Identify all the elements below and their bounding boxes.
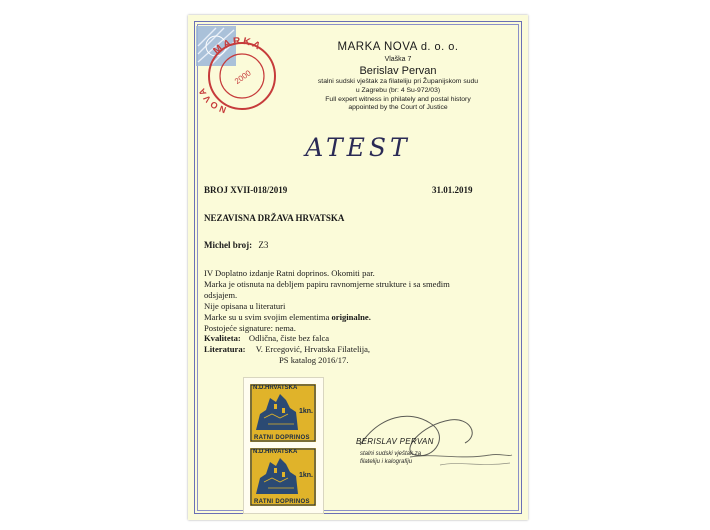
body-line-6: Postojeće signature: nema.	[204, 322, 296, 333]
expert-name: Berislav Pervan	[359, 65, 437, 78]
credential-line-1: stalni sudski vještak za filateliju pri Županijskom sudu	[317, 77, 479, 85]
originality-verdict: originalne.	[331, 311, 371, 322]
literature-value-1: V. Ercegović, Hrvatska Filatelija,	[255, 344, 371, 355]
seal-year: 2000	[232, 68, 253, 87]
quality-value: Odlična, čiste bez falca	[248, 333, 330, 344]
document-title: ATEST	[305, 133, 411, 162]
body-line-4: Nije opisana u literaturi	[204, 300, 286, 311]
michel-value: Z3	[258, 240, 269, 250]
signature-name: BERISLAV PERVAN	[356, 437, 434, 446]
credential-line-4: appointed by the Court of Justice	[348, 104, 448, 112]
certificate-number: BROJ XVII-018/2019	[204, 185, 288, 195]
literature-label: Literatura:	[204, 344, 246, 355]
credential-line-2: u Zagrebu (br: 4 Su-972/03)	[355, 86, 441, 94]
company-name	[280, 41, 516, 54]
stamp-lower-caption: RATNI DOPRINOS	[254, 499, 310, 505]
certificate-date: 31.01.2019	[432, 185, 473, 195]
seal-top-text: MARKA	[211, 35, 264, 57]
stamp-upper	[250, 384, 316, 442]
body-line-3: odsjajem.	[204, 289, 238, 300]
stamp-lower-value: 1kn.	[298, 472, 313, 479]
stamp-upper-country: N.D.HRVATSKA	[253, 385, 298, 391]
company-main: MARKA NOVA	[337, 41, 418, 53]
body-line-2: Marka je otisnuta na debljem papiru ravnomjerne strukture i sa smeđim	[204, 278, 450, 289]
stamp-lower	[250, 448, 316, 506]
stamp-upper-caption: RATNI DOPRINOS	[254, 435, 310, 441]
originality-text: Marke su u svim svojim elementima	[204, 311, 332, 322]
street-address: Vlaška 7	[384, 56, 412, 64]
credential-line-3: Full expert witness in philately and postal history	[325, 95, 471, 103]
michel-label: Michel broj:	[204, 240, 253, 250]
quality-label: Kvaliteta:	[204, 333, 241, 344]
quality-row	[204, 333, 514, 344]
stamp-pair	[243, 377, 324, 514]
company-suffix: d. o. o.	[420, 41, 459, 53]
certificate-body	[204, 268, 514, 366]
signature-sub-2: filateliju i kalografiju	[360, 458, 413, 465]
seal-left-text: NOVA	[195, 85, 228, 116]
certificate-sheet	[188, 15, 528, 520]
stamp-lower-country: N.D.HRVATSKA	[253, 449, 298, 455]
literature-row	[204, 344, 514, 355]
body-line-1: IV Doplatno izdanje Ratni doprinos. Okomiti par.	[204, 268, 375, 278]
body-line-5	[204, 312, 514, 323]
country-heading: NEZAVISNA DRŽAVA HRVATSKA	[204, 213, 345, 223]
stamp-upper-value: 1kn.	[298, 408, 313, 415]
marka-nova-seal	[194, 24, 286, 116]
signature-sub-1: stalni sudski vještak za	[360, 451, 422, 457]
issuer-header	[280, 41, 516, 113]
literature-value-2: PS katalog 2016/17.	[279, 355, 349, 366]
michel-row	[204, 240, 268, 250]
signature-subtitle	[360, 451, 490, 466]
